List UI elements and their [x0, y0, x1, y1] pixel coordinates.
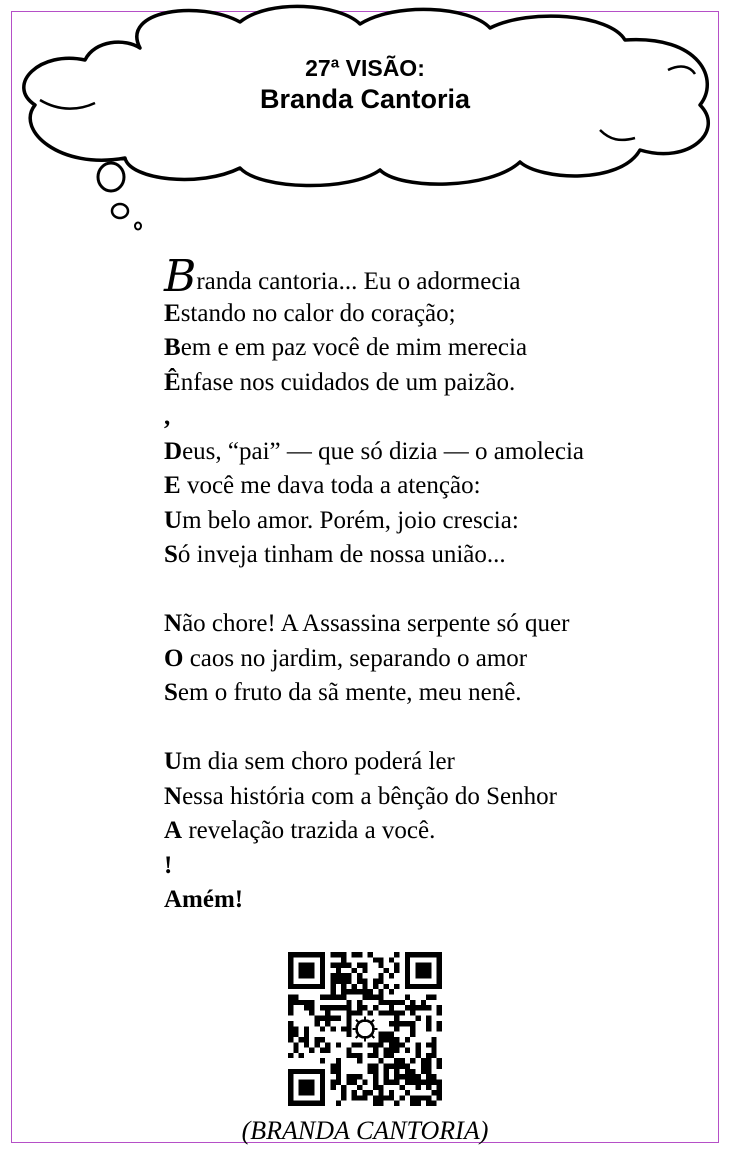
qr-code-icon[interactable]	[288, 952, 442, 1106]
line-text: nfase nos cuidados de um paizão.	[180, 368, 516, 396]
poem-line	[164, 883, 684, 918]
line-initial: S	[164, 541, 178, 568]
stanza-gap	[164, 711, 684, 746]
line-text: randa cantoria... Eu o adormecia	[196, 268, 521, 295]
poem-line	[164, 849, 684, 884]
line-initial: S	[164, 679, 178, 706]
line-text: ão chore! A Assassina serpente só quer	[182, 610, 570, 637]
line-text: essa história com a bênção do Senhor	[182, 782, 557, 810]
poem-caption: (BRANDA CANTORIA)	[241, 1116, 489, 1145]
poem-line	[164, 676, 684, 711]
poem-line	[164, 400, 684, 435]
poem-line	[164, 780, 684, 815]
drop-cap: B	[164, 251, 197, 302]
page-title	[215, 54, 515, 116]
stanza-gap	[164, 573, 684, 608]
line-initial: U	[164, 748, 183, 775]
poem-line	[164, 331, 684, 366]
poem-line	[164, 251, 684, 302]
line-text: stando no calor do coração;	[180, 299, 456, 327]
poem-line	[164, 642, 684, 677]
line-initial: A	[164, 817, 183, 844]
poem-line	[164, 469, 684, 504]
poem-title: Branda Cantoria	[259, 84, 471, 114]
poem-line	[164, 607, 684, 642]
poem-body	[164, 251, 684, 918]
line-initial: E	[164, 472, 181, 499]
poem-line	[164, 297, 684, 332]
line-initial: !	[164, 851, 173, 879]
line-text: m dia sem choro poderá ler	[182, 748, 455, 775]
poem-line	[164, 814, 684, 849]
line-initial: O	[164, 644, 184, 672]
line-initial: B	[164, 334, 181, 361]
line-initial: N	[164, 782, 183, 810]
line-initial: D	[164, 437, 183, 465]
line-text: m belo amor. Porém, joio crescia:	[182, 506, 519, 534]
line-text: em o fruto da sã mente, meu nenê.	[177, 679, 522, 706]
line-initial: ,	[164, 403, 171, 430]
line-initial: U	[164, 506, 183, 534]
line-initial: N	[164, 610, 183, 637]
thought-cloud-icon	[0, 0, 730, 240]
line-text: revelação trazida a você.	[182, 817, 436, 844]
vision-number: 27ª VISÃO:	[305, 55, 425, 81]
line-initial: E	[164, 299, 181, 327]
line-text: eus, “pai” — que só dizia — o amolecia	[182, 437, 585, 465]
poem-line	[164, 745, 684, 780]
line-text: você me dava toda a atenção:	[180, 472, 481, 499]
line-text: ó inveja tinham de nossa união...	[177, 541, 506, 568]
line-text: caos no jardim, separando o amor	[183, 644, 528, 672]
poem-line	[164, 538, 684, 573]
line-initial: Amém!	[164, 886, 244, 913]
poem-line	[164, 366, 684, 401]
poem-line	[164, 435, 684, 470]
line-text: em e em paz você de mim merecia	[180, 334, 528, 361]
line-initial: Ê	[164, 368, 181, 396]
poem-line	[164, 504, 684, 539]
